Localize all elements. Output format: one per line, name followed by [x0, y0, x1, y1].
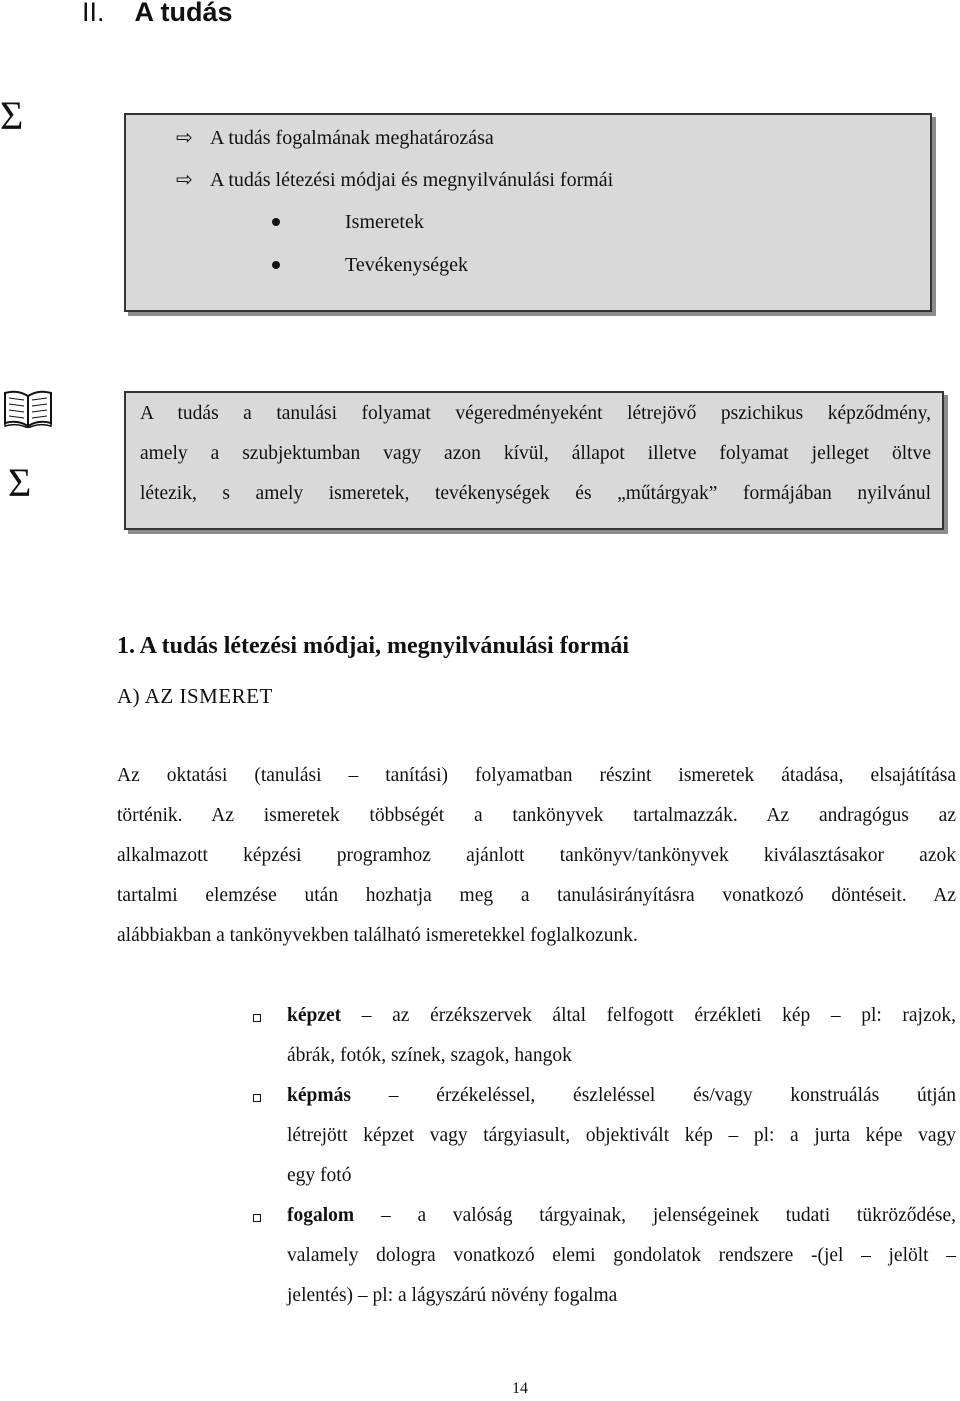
paragraph-line: alkalmazott képzési programhoz ajánlott tankönyv/tankönyvek kiválasztásakor azok [117, 845, 956, 866]
bullet-line: egy fotó [287, 1165, 352, 1186]
outline-item: ⇨ A tudás fogalmának meghatározása [176, 127, 494, 149]
bullet-line: valamely dologra vonatkozó elemi gondolatok rendszere -(jel – jelölt – [287, 1245, 956, 1266]
outline-item: Ismeretek [345, 211, 424, 233]
sigma-icon: Σ [0, 93, 24, 138]
arrow-right-icon: ⇨ [176, 127, 193, 149]
chapter-heading [82, 0, 233, 30]
bullet-line: ábrák, fotók, színek, szagok, hangok [287, 1045, 572, 1066]
outline-item: Tevékenységek [345, 254, 468, 276]
page-number: 14 [512, 1380, 528, 1397]
section-title: 1. A tudás létezési módjai, megnyilvánulási formái [117, 633, 629, 659]
bullet-term: képmás [287, 1085, 351, 1106]
paragraph-line: történik. Az ismeretek többségét a tankönyvek tartalmazzák. Az andragógus az [117, 805, 956, 826]
bullet-item: képmás – érzékeléssel, észleléssel és/vagy konstruálás útján [287, 1085, 956, 1106]
chapter-title: A tudás [134, 0, 233, 27]
paragraph-line: Az oktatási (tanulási – tanítási) folyamatban részint ismeretek átadása, elsajátítása [117, 765, 956, 786]
definition-line: amely a szubjektumban vagy azon kívül, állapot illetve folyamat jelleget öltve [140, 443, 931, 464]
definition-line: A tudás a tanulási folyamat végeredményeként létrejövő pszichikus képződmény, [140, 403, 931, 424]
bullet-dot-icon [272, 218, 280, 226]
bullet-item: képzet – az érzékszervek által felfogott érzékleti kép – pl: rajzok, [287, 1005, 957, 1026]
outline-box [124, 113, 932, 312]
bullet-line: jelentés) – pl: a lágyszárú növény fogalma [287, 1285, 618, 1306]
arrow-right-icon: ⇨ [176, 169, 193, 191]
subsection-title: A) AZ ISMERET [117, 684, 273, 708]
open-book-icon [2, 388, 54, 428]
bullet-term: képzet [287, 1005, 342, 1026]
chapter-number: II. [82, 0, 105, 27]
bullet-item: fogalom – a valóság tárgyainak, jelenségeinek tudati tükröződése, [287, 1205, 957, 1226]
paragraph-line: tartalmi elemzése után hozhatja meg a tanulásirányításra vonatkozó döntéseit. Az [117, 885, 956, 906]
checkbox-bullet-icon [253, 1214, 261, 1222]
bullet-dot-icon [272, 261, 280, 269]
checkbox-bullet-icon [253, 1014, 261, 1022]
definition-line: létezik, s amely ismeretek, tevékenységek és „műtárgyak” formájában nyilvánul [140, 483, 931, 504]
outline-item: ⇨ A tudás létezési módjai és megnyilvánulási formái [176, 169, 614, 191]
paragraph-line: alábbiakban a tankönyvekben található ismeretekkel foglalkozunk. [117, 925, 638, 946]
bullet-line: létrejött képzet vagy tárgyiasult, objektivált kép – pl: a jurta képe vagy [287, 1125, 956, 1146]
bullet-term: fogalom [287, 1205, 355, 1226]
checkbox-bullet-icon [253, 1094, 261, 1102]
sigma-icon: Σ [8, 460, 32, 505]
